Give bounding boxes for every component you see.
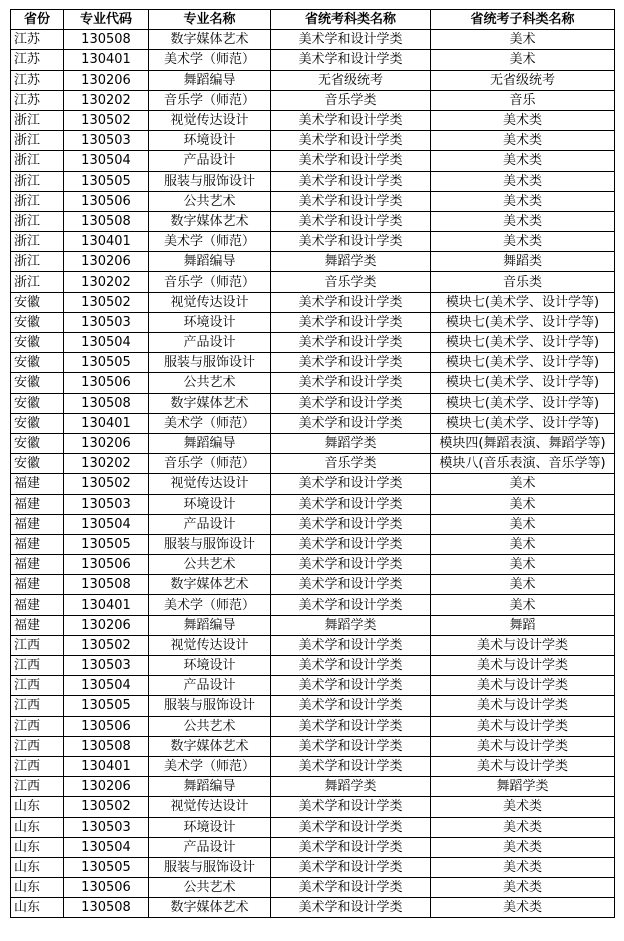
province-cell: 江西 [11,777,64,797]
table-row [11,857,615,877]
exam-category-cell: 舞蹈学类 [271,777,431,797]
exam-category-cell: 美术学和设计学类 [271,333,431,353]
table-row [11,736,615,756]
major-name-cell: 舞蹈编导 [149,252,271,272]
province-cell: 江西 [11,736,64,756]
exam-subcategory-cell: 美术类 [431,878,615,898]
table-row [11,494,615,514]
province-cell: 山东 [11,878,64,898]
exam-category-cell: 美术学和设计学类 [271,494,431,514]
province-cell: 江西 [11,656,64,676]
major-code-cell: 130504 [64,333,149,353]
table-body [11,30,615,918]
major-name-cell: 公共艺术 [149,191,271,211]
exam-subcategory-cell: 美术 [431,555,615,575]
table-row [11,393,615,413]
major-name-cell: 视觉传达设计 [149,797,271,817]
province-cell: 江苏 [11,30,64,50]
table-row [11,817,615,837]
exam-subcategory-cell: 美术与设计学类 [431,756,615,776]
province-cell: 山东 [11,898,64,918]
major-name-cell: 音乐学（师范） [149,272,271,292]
major-name-cell: 环境设计 [149,312,271,332]
province-cell: 福建 [11,615,64,635]
exam-category-cell: 美术学和设计学类 [271,837,431,857]
table-row [11,110,615,130]
major-name-cell: 公共艺术 [149,555,271,575]
major-name-cell: 数字媒体艺术 [149,736,271,756]
province-cell: 安徽 [11,393,64,413]
major-code-cell: 130508 [64,30,149,50]
exam-category-cell: 美术学和设计学类 [271,110,431,130]
header-exam-subcategory: 省统考子科类名称 [431,10,615,30]
province-cell: 山东 [11,817,64,837]
major-code-cell: 130502 [64,474,149,494]
table-row [11,50,615,70]
province-cell: 安徽 [11,413,64,433]
table-row [11,837,615,857]
exam-subcategory-cell: 舞蹈学类 [431,777,615,797]
major-name-cell: 数字媒体艺术 [149,393,271,413]
major-code-cell: 130206 [64,615,149,635]
province-cell: 福建 [11,534,64,554]
province-cell: 浙江 [11,252,64,272]
header-row [11,10,615,30]
major-name-cell: 视觉传达设计 [149,635,271,655]
province-cell: 福建 [11,595,64,615]
table-row [11,716,615,736]
province-cell: 浙江 [11,272,64,292]
major-name-cell: 美术学（师范） [149,232,271,252]
table-row [11,292,615,312]
major-code-cell: 130504 [64,676,149,696]
major-name-cell: 美术学（师范） [149,756,271,776]
exam-subcategory-cell: 模块四(舞蹈表演、舞蹈学等) [431,433,615,453]
exam-subcategory-cell: 模块七(美术学、设计学等) [431,333,615,353]
exam-category-cell: 音乐学类 [271,454,431,474]
exam-category-cell: 舞蹈学类 [271,252,431,272]
header-exam-category: 省统考科类名称 [271,10,431,30]
table-row [11,333,615,353]
exam-category-cell: 美术学和设计学类 [271,514,431,534]
exam-category-cell: 美术学和设计学类 [271,353,431,373]
major-name-cell: 环境设计 [149,817,271,837]
major-code-cell: 130502 [64,110,149,130]
province-cell: 江西 [11,635,64,655]
exam-category-cell: 美术学和设计学类 [271,857,431,877]
major-name-cell: 视觉传达设计 [149,292,271,312]
major-code-cell: 130505 [64,353,149,373]
table-row [11,898,615,918]
table-row [11,151,615,171]
table-row [11,191,615,211]
exam-subcategory-cell: 美术 [431,30,615,50]
table-row [11,232,615,252]
exam-category-cell: 美术学和设计学类 [271,716,431,736]
major-name-cell: 公共艺术 [149,878,271,898]
table-row [11,252,615,272]
major-code-cell: 130504 [64,837,149,857]
major-code-cell: 130202 [64,272,149,292]
exam-subcategory-cell: 美术类 [431,151,615,171]
province-cell: 江西 [11,756,64,776]
exam-category-cell: 美术学和设计学类 [271,232,431,252]
major-name-cell: 环境设计 [149,131,271,151]
province-cell: 浙江 [11,191,64,211]
exam-subcategory-cell: 美术类 [431,837,615,857]
table-row [11,514,615,534]
exam-category-cell: 美术学和设计学类 [271,373,431,393]
province-cell: 福建 [11,575,64,595]
major-code-cell: 130206 [64,777,149,797]
province-cell: 江苏 [11,70,64,90]
exam-subcategory-cell: 美术与设计学类 [431,635,615,655]
exam-category-cell: 音乐学类 [271,90,431,110]
major-code-cell: 130508 [64,211,149,231]
major-code-cell: 130401 [64,232,149,252]
major-name-cell: 舞蹈编导 [149,615,271,635]
table-row [11,615,615,635]
major-code-cell: 130502 [64,635,149,655]
major-code-cell: 130401 [64,413,149,433]
table-row [11,797,615,817]
major-code-cell: 130508 [64,898,149,918]
province-cell: 江西 [11,676,64,696]
major-name-cell: 舞蹈编导 [149,777,271,797]
exam-category-cell: 美术学和设计学类 [271,575,431,595]
table-row [11,878,615,898]
province-cell: 安徽 [11,333,64,353]
exam-category-cell: 无省级统考 [271,70,431,90]
exam-subcategory-cell: 美术 [431,494,615,514]
exam-subcategory-cell: 美术类 [431,211,615,231]
exam-subcategory-cell: 美术 [431,514,615,534]
table-header [11,10,615,30]
table-row [11,90,615,110]
major-code-cell: 130508 [64,575,149,595]
major-name-cell: 舞蹈编导 [149,433,271,453]
exam-subcategory-cell: 舞蹈 [431,615,615,635]
exam-subcategory-cell: 模块七(美术学、设计学等) [431,373,615,393]
province-cell: 浙江 [11,131,64,151]
major-code-cell: 130506 [64,716,149,736]
exam-category-cell: 舞蹈学类 [271,433,431,453]
exam-category-cell: 美术学和设计学类 [271,797,431,817]
major-name-cell: 公共艺术 [149,373,271,393]
major-name-cell: 视觉传达设计 [149,110,271,130]
major-code-cell: 130504 [64,514,149,534]
header-major-name: 专业名称 [149,10,271,30]
exam-subcategory-cell: 美术类 [431,131,615,151]
major-name-cell: 服装与服饰设计 [149,857,271,877]
major-code-cell: 130202 [64,90,149,110]
province-cell: 江苏 [11,50,64,70]
exam-subcategory-cell: 美术类 [431,857,615,877]
major-name-cell: 数字媒体艺术 [149,211,271,231]
major-name-cell: 环境设计 [149,656,271,676]
header-major-code: 专业代码 [64,10,149,30]
table-row [11,595,615,615]
exam-subcategory-cell: 模块七(美术学、设计学等) [431,353,615,373]
major-code-cell: 130206 [64,70,149,90]
table-row [11,131,615,151]
major-code-cell: 130506 [64,555,149,575]
exam-subcategory-cell: 无省级统考 [431,70,615,90]
exam-subcategory-cell: 模块七(美术学、设计学等) [431,292,615,312]
table-row [11,70,615,90]
table-row [11,756,615,776]
table-row [11,272,615,292]
province-cell: 浙江 [11,110,64,130]
exam-subcategory-cell: 美术与设计学类 [431,676,615,696]
exam-category-cell: 美术学和设计学类 [271,312,431,332]
major-code-cell: 130206 [64,433,149,453]
exam-subcategory-cell: 美术类 [431,171,615,191]
major-code-cell: 130502 [64,292,149,312]
major-code-cell: 130503 [64,131,149,151]
exam-subcategory-cell: 模块八(音乐表演、音乐学等) [431,454,615,474]
major-name-cell: 美术学（师范） [149,50,271,70]
exam-subcategory-cell: 美术与设计学类 [431,716,615,736]
major-code-cell: 130503 [64,494,149,514]
major-name-cell: 服装与服饰设计 [149,534,271,554]
major-name-cell: 美术学（师范） [149,595,271,615]
major-name-cell: 产品设计 [149,151,271,171]
exam-category-cell: 美术学和设计学类 [271,696,431,716]
province-cell: 江西 [11,696,64,716]
major-code-cell: 130505 [64,857,149,877]
table-row [11,777,615,797]
exam-subcategory-cell: 美术类 [431,797,615,817]
table-row [11,353,615,373]
exam-category-cell: 美术学和设计学类 [271,878,431,898]
major-name-cell: 舞蹈编导 [149,70,271,90]
exam-subcategory-cell: 美术类 [431,232,615,252]
exam-subcategory-cell: 美术 [431,50,615,70]
major-name-cell: 美术学（师范） [149,413,271,433]
major-name-cell: 服装与服饰设计 [149,171,271,191]
document-page [10,9,615,918]
exam-category-cell: 舞蹈学类 [271,615,431,635]
major-name-cell: 数字媒体艺术 [149,898,271,918]
table-row [11,373,615,393]
table-row [11,312,615,332]
table-row [11,635,615,655]
table-row [11,696,615,716]
major-code-cell: 130508 [64,393,149,413]
exam-category-cell: 美术学和设计学类 [271,413,431,433]
exam-category-cell: 美术学和设计学类 [271,151,431,171]
exam-category-cell: 美术学和设计学类 [271,817,431,837]
table-row [11,575,615,595]
table-row [11,413,615,433]
exam-category-cell: 美术学和设计学类 [271,131,431,151]
exam-subcategory-cell: 美术类 [431,110,615,130]
exam-category-cell: 美术学和设计学类 [271,393,431,413]
exam-category-cell: 美术学和设计学类 [271,736,431,756]
major-name-cell: 音乐学（师范） [149,90,271,110]
exam-category-cell: 美术学和设计学类 [271,635,431,655]
major-code-cell: 130206 [64,252,149,272]
exam-category-cell: 美术学和设计学类 [271,898,431,918]
major-code-cell: 130503 [64,656,149,676]
exam-category-cell: 美术学和设计学类 [271,474,431,494]
exam-subcategory-cell: 美术与设计学类 [431,736,615,756]
exam-category-cell: 美术学和设计学类 [271,191,431,211]
exam-category-cell: 美术学和设计学类 [271,756,431,776]
major-code-cell: 130202 [64,454,149,474]
major-code-cell: 130504 [64,151,149,171]
major-code-cell: 130505 [64,171,149,191]
province-cell: 安徽 [11,292,64,312]
exam-category-cell: 美术学和设计学类 [271,595,431,615]
exam-subcategory-cell: 美术类 [431,817,615,837]
province-cell: 山东 [11,797,64,817]
province-cell: 福建 [11,514,64,534]
exam-category-cell: 美术学和设计学类 [271,171,431,191]
major-code-cell: 130506 [64,373,149,393]
province-cell: 安徽 [11,433,64,453]
province-cell: 福建 [11,474,64,494]
major-name-cell: 数字媒体艺术 [149,30,271,50]
province-cell: 安徽 [11,373,64,393]
province-cell: 安徽 [11,353,64,373]
exam-category-cell: 美术学和设计学类 [271,50,431,70]
table-row [11,454,615,474]
major-name-cell: 产品设计 [149,514,271,534]
province-cell: 福建 [11,555,64,575]
table-row [11,555,615,575]
exam-subcategory-cell: 舞蹈类 [431,252,615,272]
major-name-cell: 环境设计 [149,494,271,514]
major-code-cell: 130505 [64,696,149,716]
table-row [11,171,615,191]
major-name-cell: 服装与服饰设计 [149,696,271,716]
province-cell: 江西 [11,716,64,736]
province-cell: 山东 [11,837,64,857]
major-code-cell: 130502 [64,797,149,817]
province-cell: 安徽 [11,454,64,474]
exam-category-cell: 美术学和设计学类 [271,555,431,575]
exam-subcategory-cell: 音乐类 [431,272,615,292]
province-cell: 江苏 [11,90,64,110]
major-code-cell: 130508 [64,736,149,756]
major-name-cell: 公共艺术 [149,716,271,736]
exam-subcategory-cell: 模块七(美术学、设计学等) [431,413,615,433]
major-code-cell: 130503 [64,312,149,332]
major-code-cell: 130503 [64,817,149,837]
major-code-cell: 130401 [64,595,149,615]
table-row [11,474,615,494]
exam-subcategory-cell: 美术 [431,474,615,494]
table-row [11,534,615,554]
province-cell: 浙江 [11,232,64,252]
exam-category-cell: 美术学和设计学类 [271,30,431,50]
major-name-cell: 音乐学（师范） [149,454,271,474]
province-cell: 安徽 [11,312,64,332]
major-code-cell: 130401 [64,50,149,70]
exam-subcategory-cell: 美术 [431,575,615,595]
major-code-cell: 130505 [64,534,149,554]
exam-category-cell: 音乐学类 [271,272,431,292]
major-name-cell: 服装与服饰设计 [149,353,271,373]
province-cell: 山东 [11,857,64,877]
province-cell: 福建 [11,494,64,514]
exam-subcategory-cell: 美术与设计学类 [431,696,615,716]
exam-subcategory-cell: 美术 [431,534,615,554]
exam-subcategory-cell: 美术与设计学类 [431,656,615,676]
exam-subcategory-cell: 模块七(美术学、设计学等) [431,393,615,413]
table-row [11,30,615,50]
major-name-cell: 数字媒体艺术 [149,575,271,595]
exam-category-cell: 美术学和设计学类 [271,676,431,696]
table-row [11,433,615,453]
exam-category-cell: 美术学和设计学类 [271,534,431,554]
exam-subcategory-cell: 音乐 [431,90,615,110]
major-name-cell: 产品设计 [149,676,271,696]
exam-category-cell: 美术学和设计学类 [271,292,431,312]
province-cell: 浙江 [11,211,64,231]
exam-category-cell: 美术学和设计学类 [271,656,431,676]
major-code-cell: 130401 [64,756,149,776]
major-table [10,9,615,918]
header-province: 省份 [11,10,64,30]
exam-subcategory-cell: 美术类 [431,191,615,211]
table-row [11,211,615,231]
table-row [11,656,615,676]
exam-subcategory-cell: 模块七(美术学、设计学等) [431,312,615,332]
major-name-cell: 产品设计 [149,837,271,857]
major-code-cell: 130506 [64,191,149,211]
province-cell: 浙江 [11,151,64,171]
exam-category-cell: 美术学和设计学类 [271,211,431,231]
major-name-cell: 产品设计 [149,333,271,353]
province-cell: 浙江 [11,171,64,191]
table-row [11,676,615,696]
exam-subcategory-cell: 美术类 [431,898,615,918]
exam-subcategory-cell: 美术 [431,595,615,615]
major-code-cell: 130506 [64,878,149,898]
major-name-cell: 视觉传达设计 [149,474,271,494]
